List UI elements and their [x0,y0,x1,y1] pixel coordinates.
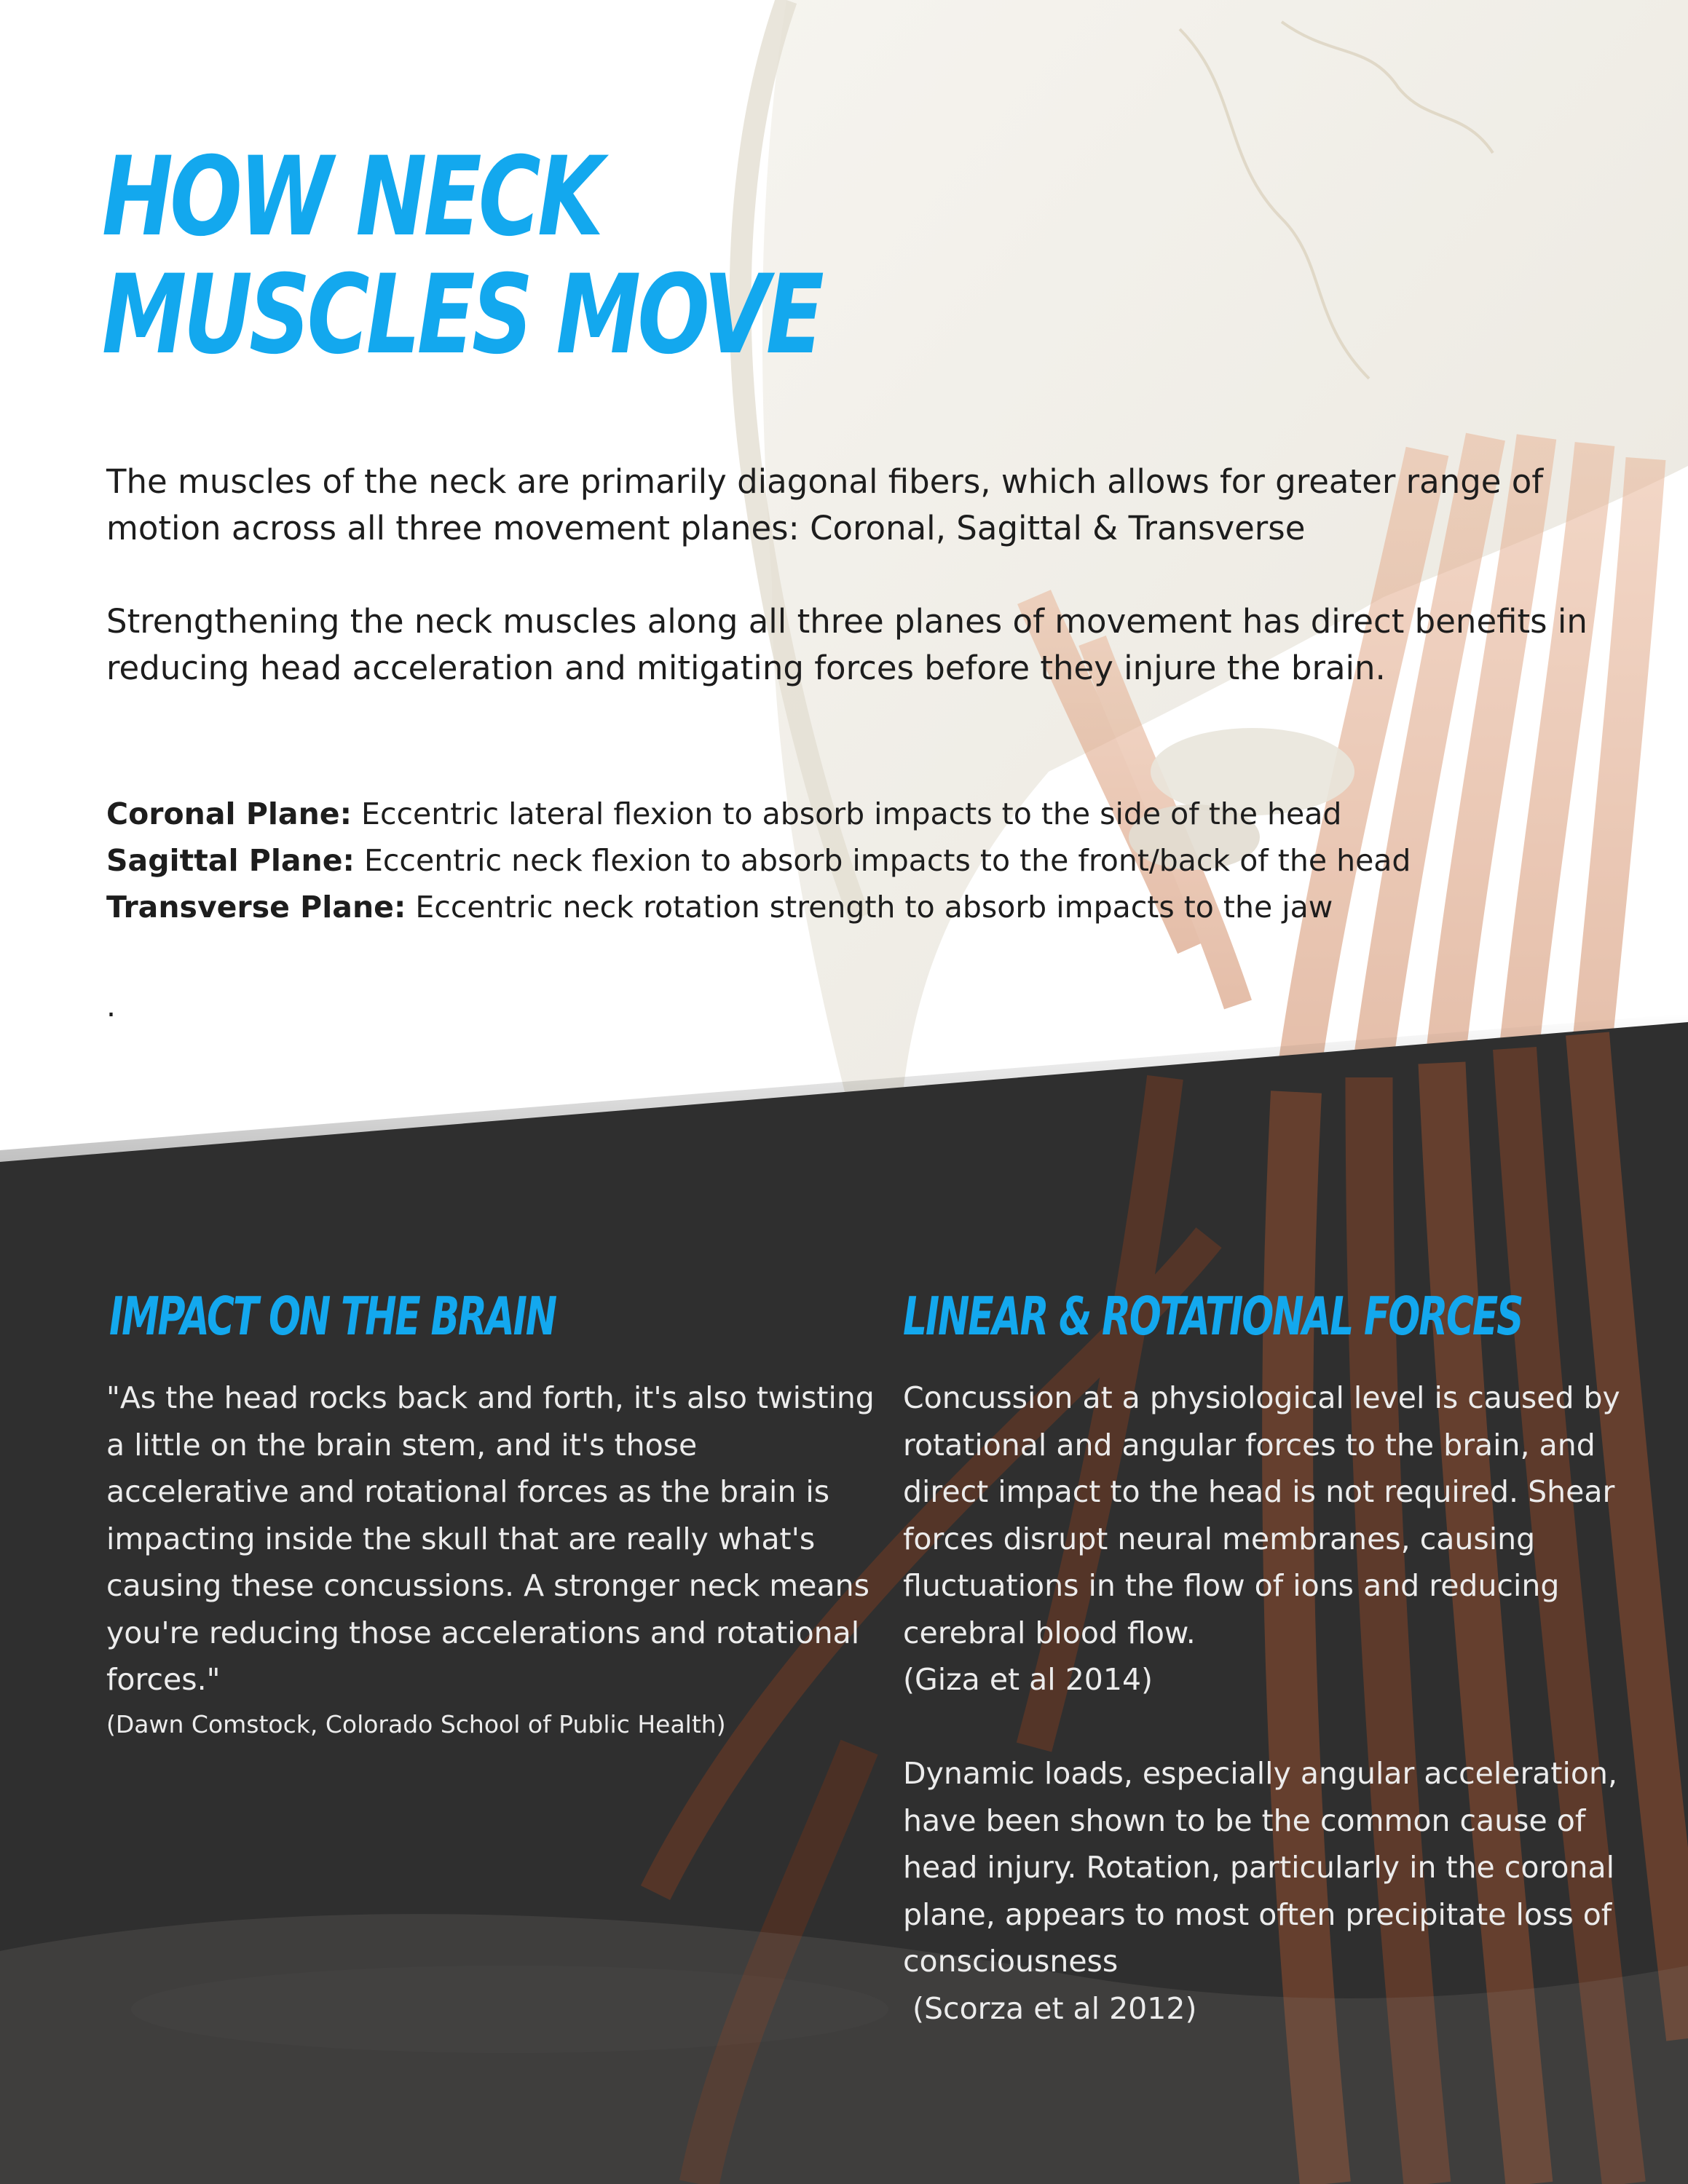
title-line-2: MUSCLES MOVE [102,252,821,379]
plane-label: Sagittal Plane: [106,843,355,878]
impact-quote: "As the head rocks back and forth, it's also twisting a little on the brain stem, and it's those accelerative and rotational forces as the brain is impacting inside the skull that are really what's causing these concussions. A stronger neck means you're reducing those accelerations and rotational forces." [106,1380,875,1697]
plane-row-sagittal [106,837,1606,884]
intro-paragraph-1: The muscles of the neck are primarily diagonal fibers, which allows for greater range of motion across all three movement planes: Coronal, Sagittal & Transverse [106,462,1544,547]
forces-paragraph-2: Dynamic loads, especially angular acceleration, have been shown to be the common cause of head injury. Rotation, particularly in the coronal plane, appears to most often precipitate loss of consciousness [903,1756,1617,1979]
plane-label: Transverse Plane: [106,890,406,925]
plane-row-transverse [106,884,1606,930]
forces-citation-1: (Giza et al 2014) [903,1662,1153,1697]
movement-planes-list [106,791,1606,930]
stray-period: . [106,989,117,1024]
forces-paragraph-1: Concussion at a physiological level is caused by rotational and angular forces to the brain, and direct impact to the head is not required. Shear forces disrupt neural membranes, causing fluctuations in the flow of ions and reducing cerebral blood flow. [903,1380,1620,1650]
plane-description: Eccentric neck rotation strength to absorb impacts to the jaw [406,890,1333,925]
impact-column [106,1374,878,1746]
title-line-1: HOW NECK [102,134,601,261]
forces-heading: LINEAR & ROTATIONAL FORCES [903,1286,1523,1347]
plane-row-coronal [106,791,1606,837]
plane-label: Coronal Plane: [106,796,352,831]
intro-text [106,459,1592,738]
plane-description: Eccentric lateral flexion to absorb impacts to the side of the head [352,796,1342,831]
impact-heading: IMPACT ON THE BRAIN [109,1286,556,1347]
impact-citation: (Dawn Comstock, Colorado School of Public Health) [106,1709,726,1738]
paragraph-gap [903,1704,1653,1751]
intro-paragraph-2: Strengthening the neck muscles along all three planes of movement has direct benefits in reducing head acceleration and mitigating forces before they injure the brain. [106,602,1588,687]
page-title [102,134,821,379]
forces-citation-2: (Scorza et al 2012) [903,1990,1197,2026]
plane-description: Eccentric neck flexion to absorb impacts to the front/back of the head [354,843,1411,878]
forces-column [903,1374,1653,2032]
